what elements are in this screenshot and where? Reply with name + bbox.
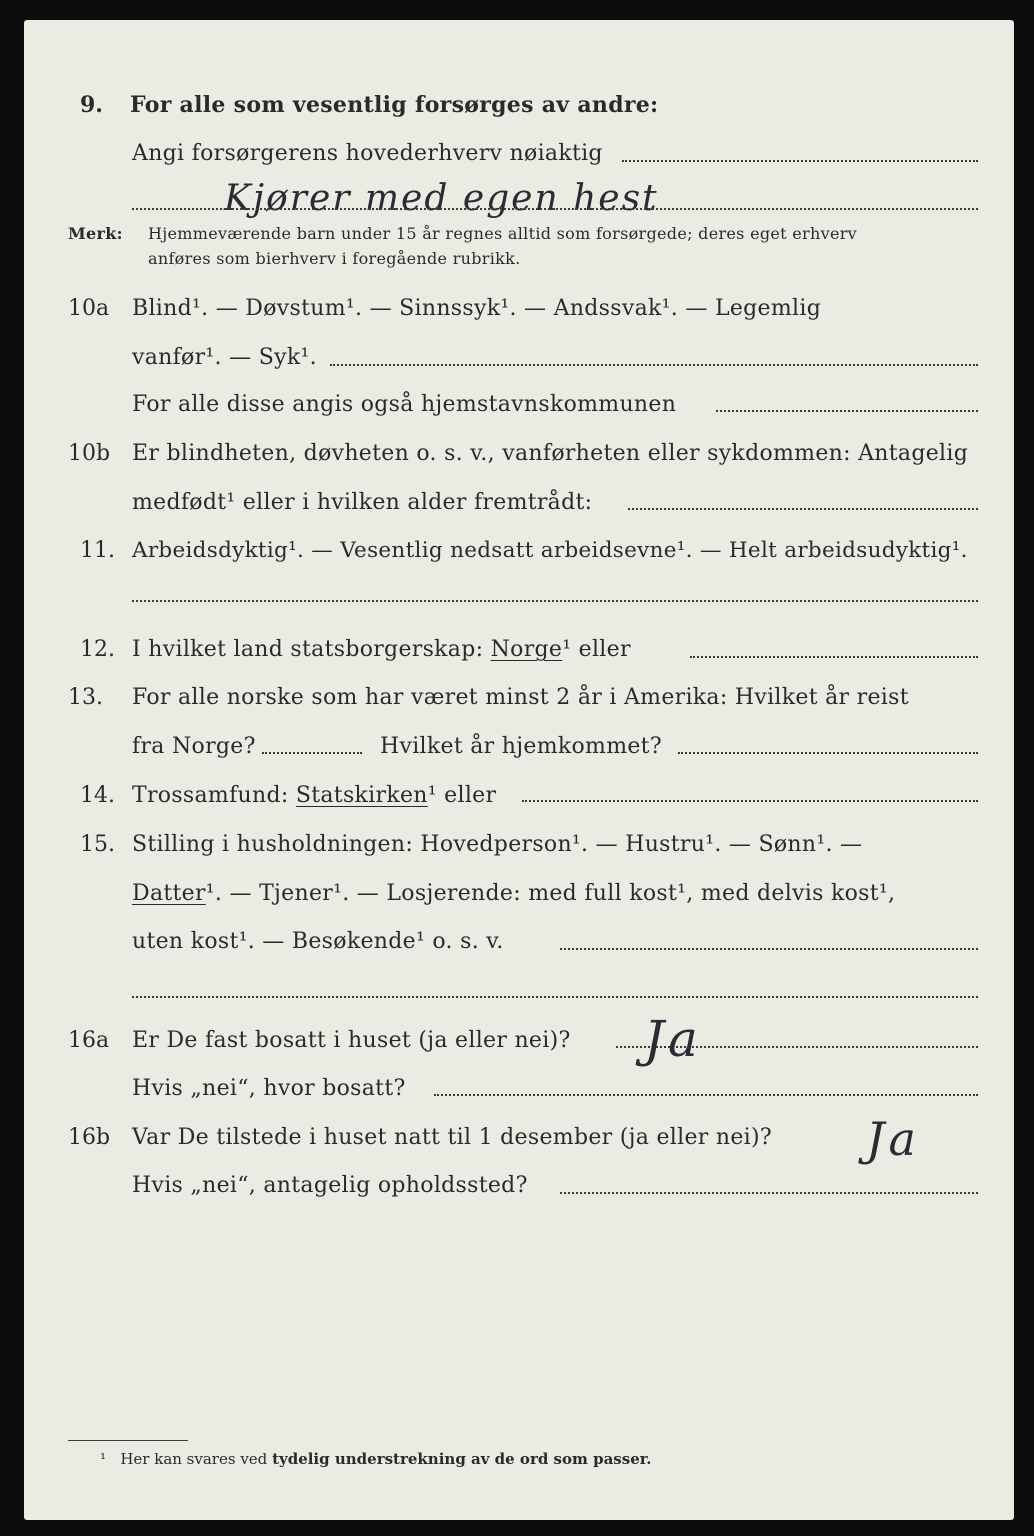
q16a-handwritten-answer: Ja: [644, 1010, 702, 1068]
q16b-fill-line: [560, 1192, 978, 1194]
q10a-number: 10a: [68, 296, 110, 321]
q16a-line1: Er De fast bosatt i huset (ja eller nei)?: [132, 1028, 571, 1053]
q11-number: 11.: [80, 538, 115, 563]
footnote-rule: [68, 1440, 188, 1441]
footnote-mark: ¹: [100, 1450, 107, 1468]
q9-handwritten-answer: Kjører med egen hest: [224, 178, 659, 219]
q13-fill-line-1: [262, 752, 362, 754]
q16b-number: 16b: [68, 1125, 111, 1150]
q10a-line1: Blind¹. — Døvstum¹. — Sinnssyk¹. — Andssvak¹. — Legemlig: [132, 296, 822, 321]
q9-number: 9.: [80, 92, 103, 118]
q16b-line1: Var De tilstede i huset natt til 1 desember (ja eller nei)?: [132, 1125, 772, 1150]
q13-line2b: Hvilket år hjemkommet?: [380, 734, 662, 759]
q9-answer-line: [132, 208, 978, 210]
q10b-line1: Er blindheten, døvheten o. s. v., vanførheten eller sykdommen: Antagelig: [132, 441, 969, 466]
q12-suffix: ¹ eller: [562, 637, 631, 662]
q15-number: 15.: [80, 832, 115, 857]
q11-line1: Arbeidsdyktig¹. — Vesentlig nedsatt arbeidsevne¹. — Helt arbeidsudyktig¹.: [132, 538, 968, 563]
census-form-sheet: [24, 20, 1014, 1520]
q12-line: [132, 637, 631, 663]
q14-number: 14.: [80, 783, 115, 808]
q16a-fill-line-2: [434, 1094, 978, 1096]
q15-line1: Stilling i husholdningen: Hovedperson¹. — Hustru¹. — Sønn¹. —: [132, 832, 863, 857]
q14-suffix: ¹ eller: [427, 783, 497, 808]
q14-prefix: Trossamfund:: [132, 783, 289, 808]
merk-line2: anføres som bierhverv i foregående rubrikk.: [148, 249, 521, 268]
merk-line1: Hjemmeværende barn under 15 år regnes alltid som forsørgede; deres eget erhverv: [148, 224, 857, 243]
q9-fill-line: [622, 160, 978, 162]
q15-line2: [132, 881, 895, 907]
q15-answer-line: [132, 996, 978, 998]
footnote-text-plain: Her kan svares ved: [120, 1450, 268, 1468]
q13-number: 13.: [68, 685, 103, 710]
q12-fill-line: [690, 656, 978, 658]
q16a-line2: Hvis „nei“, hvor bosatt?: [132, 1076, 406, 1101]
q9-line: Angi forsørgerens hovederhverv nøiaktig: [132, 141, 603, 166]
q10a-line2: vanfør¹. — Syk¹.: [132, 345, 317, 370]
footnote: [100, 1450, 652, 1468]
q10b-number: 10b: [68, 441, 111, 466]
q16b-line2: Hvis „nei“, antagelig opholdssted?: [132, 1173, 528, 1198]
q13-line1: For alle norske som har været minst 2 år i Amerika: Hvilket år reist: [132, 685, 909, 710]
q10b-fill-line: [628, 508, 978, 510]
q15-line3: uten kost¹. — Besøkende¹ o. s. v.: [132, 929, 504, 954]
q14-line: [132, 783, 496, 809]
q16a-number: 16a: [68, 1028, 110, 1053]
q12-underlined-answer: Norge: [490, 637, 563, 662]
q14-underlined-answer: Statskirken: [295, 783, 428, 808]
q13-line2a: fra Norge?: [132, 734, 256, 759]
q11-answer-line: [132, 600, 978, 602]
q9-heading: For alle som vesentlig forsørges av andre:: [130, 92, 659, 118]
q13-fill-line-2: [678, 752, 978, 754]
q10a-fill-line-2: [716, 410, 978, 412]
q10a-fill-line-1: [330, 364, 978, 366]
q12-prefix: I hvilket land statsborgerskap:: [132, 637, 484, 662]
q15-underlined-answer: Datter: [132, 881, 206, 906]
q15-line2-rest: ¹. — Tjener¹. — Losjerende: med full kost¹, med delvis kost¹,: [205, 881, 896, 906]
q10a-line3: For alle disse angis også hjemstavnskommunen: [132, 392, 677, 417]
q15-fill-line: [560, 948, 978, 950]
q14-fill-line: [522, 800, 978, 802]
merk-label: Merk:: [68, 224, 123, 243]
q16b-handwritten-answer: Ja: [866, 1112, 920, 1166]
footnote-text-bold: tydelig understrekning av de ord som passer.: [272, 1450, 652, 1468]
q10b-line2: medfødt¹ eller i hvilken alder fremtrådt:: [132, 490, 593, 515]
q12-number: 12.: [80, 637, 115, 662]
